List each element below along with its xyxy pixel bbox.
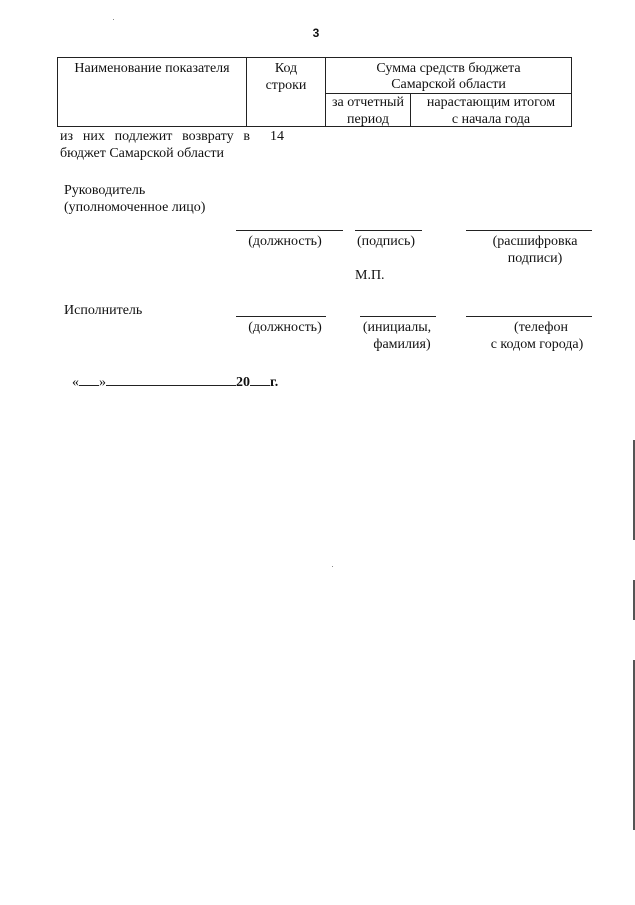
date-day-blank [79,371,99,386]
stamp-placeholder: М.П. [355,268,385,283]
indicator-table [57,57,572,127]
date-year-suffix: г. [270,375,279,390]
executor-phone-line [466,316,592,317]
subheader-period-line1: за отчетный [332,95,404,110]
executor-phone-caption [480,319,594,353]
head-decoding-line1: (расшифровка [492,234,578,249]
column-header-code-line1: Код [274,61,298,76]
subheader-period-line2: период [347,112,389,127]
date-year-prefix: 20 [236,375,250,390]
row-code: 14 [270,129,284,144]
column-header-sum-line1: Сумма средств бюджета [376,61,521,76]
executor-label: Исполнитель [64,303,143,318]
executor-phone-line1: (телефон [514,320,568,335]
head-label [64,182,205,216]
subheader-cumulative-line1: нарастающим итогом [426,95,556,110]
date-line [72,371,278,391]
head-decoding-caption [480,233,590,267]
row-name-line1: из них подлежит возврату в [60,129,250,144]
executor-position-line [236,316,326,317]
column-header-code-line2: строки [265,78,307,93]
subheader-cumulative-line2: с начала года [451,112,531,127]
head-label-line2: (уполномоченное лицо) [64,200,206,215]
page-number: 3 [312,26,320,40]
head-label-line1: Руководитель [64,183,146,198]
executor-initials-line2: фамилия) [373,337,431,352]
date-close-quote: » [99,375,106,390]
executor-initials-line [360,316,436,317]
head-position-line [236,230,343,231]
executor-position-caption: (должность) [248,320,322,335]
date-month-blank [106,371,236,386]
row-name [60,128,250,162]
head-signature-line [355,230,422,231]
head-position-caption: (должность) [248,234,322,249]
date-year-blank [250,371,270,386]
scan-speck [332,566,333,567]
executor-initials-caption [345,319,449,353]
head-decoding-line2: подписи) [507,251,563,266]
scan-speck [113,19,114,20]
row-name-line2: бюджет Самарской области [60,146,224,161]
head-signature-caption: (подпись) [356,234,416,249]
column-header-name: Наименование показателя [74,61,230,76]
column-header-sum-line2: Самарской области [391,77,506,92]
head-decoding-line [466,230,592,231]
date-open-quote: « [72,375,79,390]
executor-phone-line2: с кодом города) [490,337,584,352]
executor-initials-line1: (инициалы, [362,320,432,335]
